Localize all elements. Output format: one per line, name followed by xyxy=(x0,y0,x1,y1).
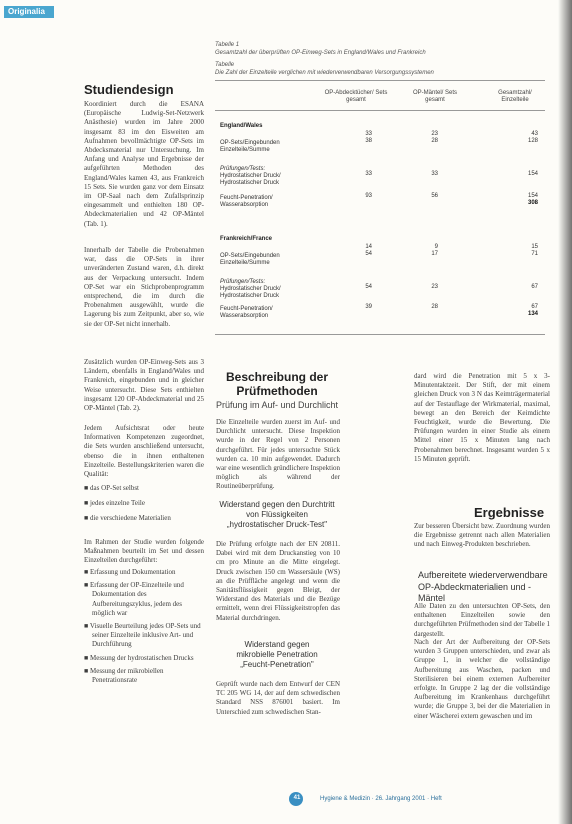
section-tag: Originalia xyxy=(4,6,54,18)
col3-paragraph-3: Alle Daten zu den untersuchten OP-Sets, den enthaltenen Einzelteilen sowie den durchgeführten Prüfmethoden sind der Tabelle 1 dargestellt. xyxy=(414,602,550,638)
table-row: OP-Sets/Eingebunden 33 23 43 xyxy=(220,131,538,146)
subheading-widerstand-2: von Flüssigkeiten xyxy=(246,510,308,519)
page-edge-shadow xyxy=(558,0,572,824)
table-caption-title: Gesamtzahl der überprüften OP-Einweg-Sets in England/Wales und Frankreich xyxy=(215,50,426,56)
table-row: Einzelteile/Summe 54 17 71 xyxy=(220,251,538,266)
heading-studiendesign: Studiendesign xyxy=(84,82,174,97)
col1-paragraph-1: Koordiniert durch die ESANA (Europäische Ludwig-Set-Netzwerk Anästhesie) wurden im Jahre 2000 insgesamt 83 im den Eisweiten am Aufnahmen bevollmächtigte OP-Sets im Abdecksmaterial nur Untersuchung. Im Anfang und Analyse und Ergebnisse der aufgeführten Methoden des England/Wales kamen 43, aus Frankreich 15 Sets. Sie wurden ganz vor dem Einsatz im OP-Saal nach dem Zufallsprinzip eingesammelt und enthielten 180 OP-Abdeckmaterialien und 42 OP-Mäntel (Tab. 1). xyxy=(84,100,204,228)
table-row: Einzelteile/Summe 38 28 128 xyxy=(220,138,538,153)
subheading-penetration-1: Widerstand gegen xyxy=(244,640,310,649)
list-item: ■ Erfassung und Dokumentation xyxy=(84,568,176,576)
table-caption-label-2: Tabelle xyxy=(215,62,235,68)
table-row-total: 308 xyxy=(527,200,538,206)
table-caption-label: Tabelle 1 xyxy=(215,42,240,48)
col2-paragraph-2: Die Prüfung erfolgte nach der EN 20811. Dabei wird mit dem Druckanstieg von 10 cm pro Minute an die Mitte eingelegt. Druck zwischen 150 cm Wassersäule (WS) an die Prüffläche angelegt und wenn die Sanitätsflüssigkeit gegen Bleigt, der Widerstand des Materials und die Bezüge ermittelt, wenn drei Flüssigkeitstropfen das Material durchdringen. xyxy=(216,540,340,622)
table-header-col-2: OP-Mäntel/ Sets gesamt xyxy=(412,90,457,103)
table-row: Hydrostatischer Druck 33 33 154 xyxy=(220,171,538,186)
subheading-penetration-3: „Feucht-Penetration" xyxy=(240,660,314,669)
list-item: ■ Messung der hydrostatischen Drucks xyxy=(84,653,194,662)
table-caption-subtitle: Die Zahl der Einzelteile verglichen mit wiederverwendbaren Versorgungssystemen xyxy=(215,70,434,76)
table-group-england xyxy=(220,131,540,207)
table-group-frankreich xyxy=(220,244,540,318)
subheading-widerstand-1: Widerstand gegen den Durchtritt xyxy=(219,500,335,509)
table-row: Hydrostatischer Druck/ xyxy=(220,173,281,179)
col3-paragraph-1: dard wird die Penetration mit 5 x 3-Minutentaktzeit. Der Stift, der mit einem gleichen Druck von 3 N das Keimträgermaterial auf der Testauflage der Wirkmaterial, maximal, bewegt an den Bereich der Keimdichte Feuchtigkeit, wurde die Bewertung. Die Prüfungen wurden in einer Studie als einem Mittel einer 15 x Minuten lang nach Probenahmen berechnet. Insgesamt wurden 5 x 15 Minuten geprüft. xyxy=(414,372,550,463)
table-header-col-3: Gesamtzahl/ Einzelteile xyxy=(498,90,532,103)
page-number: 41 xyxy=(293,795,301,801)
footer-journal: Hygiene & Medizin · 26. Jahrgang 2001 · Heft xyxy=(320,796,442,802)
list-item: ■ die verschiedene Materialien xyxy=(84,514,171,523)
table-group-title: Frankreich/France xyxy=(220,236,273,242)
subheading-widerstand-3: „hydrostatischer Druck-Test" xyxy=(226,520,328,529)
subheading-aufbereitete-2: OP-Abdeckmaterialien und -Mäntel xyxy=(418,582,532,603)
col3-paragraph-2: Zur besseren Übersicht bzw. Zuordnung wurden die Ergebnisse getrennt nach allen Materialien und nach Einweg-Produkten beschrieben. xyxy=(414,522,550,549)
table-row: Hydrostatischer Druck/ xyxy=(220,286,281,292)
col2-paragraph-3: Geprüft wurde nach dem Entwurf der CEN TC 205 WG 14, der auf dem schwedischen Standard NSS 876001 basiert. Im Unterschied zum schwedischen Stan- xyxy=(216,680,340,716)
subheading-aufbereitete-1: Aufbereitete wiederverwendbare xyxy=(418,570,548,580)
col1-paragraph-4: Jedem Aufsichtsrat oder heute Informativen Kompetenzen zugeordnet, die Sets wurden anschließend untersucht, ebenso die in ihnen enthaltenen Einzelteile. Bestellungskriterien waren die Qualität: xyxy=(84,424,204,479)
table-bottom-rule xyxy=(215,334,545,335)
subheading-penetration-2: mikrobielle Penetration xyxy=(236,650,318,659)
col1-bullet-list-1 xyxy=(84,484,204,524)
table-row: Prüfungen/Tests: xyxy=(220,279,266,285)
list-item: ■ Visuelle Beurteilung jedes OP-Sets und seiner Einzelteile inklusive Art- und Durchführung xyxy=(84,622,201,649)
table-row: Wasserabsorption 39 28 67 xyxy=(220,304,538,319)
list-item: ■ jedes einzelne Teile xyxy=(84,499,145,508)
col1-bullet-list-2 xyxy=(84,568,204,685)
table-row: Hydrostatischer Druck 54 23 67 xyxy=(220,284,538,299)
list-item: ■ Messung der mikrobiellen Penetrationsrate xyxy=(84,666,164,685)
heading-ergebnisse: Ergebnisse xyxy=(474,505,545,520)
col2-paragraph-1: Die Einzelteile wurden zuerst im Auf- und Durchlicht untersucht. Diese Inspektion wurde in der Regel von 2 Personen durchgeführt. Für jedes untersuchte Stück wurden ca. 10 min aufgewendet. Dadurch war eine wesentlich gründlichere Inspektion möglich als während der Routineüberprüfung. xyxy=(216,418,341,491)
table-row: Feucht-Penetration/ xyxy=(220,306,273,312)
table-row: OP-Sets/Eingebunden 14 9 15 xyxy=(220,244,538,259)
table-header-col-1: OP-Abdecktücher/ Sets gesamt xyxy=(324,90,388,103)
col1-paragraph-2: Innerhalb der Tabelle die Probenahmen war, dass die OP-Sets in ihrer unveränderten Zustand waren, d.h. direkt aus der Verpackung untersucht. Indem OP-Set war ein Stichprobenprogramm entsprechend, die im durch die Probenahmen ausgewählt, wurde die Lagerung bis zum Zeitpunkt, aber so, wie sie der OP-Set nicht innerhalb. xyxy=(84,246,204,328)
col1-paragraph-3: Zusätzlich wurden OP-Einweg-Sets aus 3 Ländern, ebenfalls in England/Wales und Frankreich, eingebunden und in gleicher Weise untersucht. Diese Sets enthielten insgesamt 120 OP-Abdeckmaterial und 25 OP-Mäntel (Tab. 2). xyxy=(84,358,204,413)
col3-paragraph-4: Nach der Art der Aufbereitung der OP-Sets wurden 3 Gruppen unterschieden, und zwar als Gruppe 1, in welcher die vollständige Aufbereitung aus Waschen, packen und Sterilisieren bei einem externen Aufbereiter erfolgte. In Gruppe 2 lag der die vollständige Aufbereitung im Krankenhaus durchgeführt wurde; die Gruppe 3, bei der die Materialien in einer Wäscherei extern gewaschen und im xyxy=(414,638,550,720)
list-item: ■ das OP-Set selbst xyxy=(84,484,139,492)
table-row: Prüfungen/Tests: xyxy=(220,166,266,172)
heading-beschreibung-1: Beschreibung der xyxy=(225,370,329,384)
table-header-rule xyxy=(215,110,545,111)
table-top-rule xyxy=(215,80,545,81)
list-item: ■ Erfassung der OP-Einzelteile und Dokumentation des Aufbereitungszyklus, jedem des möglich war xyxy=(84,581,184,617)
table-row-total: 134 xyxy=(527,311,538,317)
subtitle-auf-durchlicht: Prüfung im Auf- und Durchlicht xyxy=(215,400,339,410)
col1-paragraph-5: Im Rahmen der Studie wurden folgende Maßnahmen beurteilt im Set und dessen Einzelteilen durchgeführt: xyxy=(84,538,204,565)
heading-beschreibung-2: Prüfmethoden xyxy=(236,384,318,398)
table-row: Wasserabsorption 93 56 154 xyxy=(220,193,538,208)
table-group-title: England/Wales xyxy=(220,123,263,129)
table-row: Feucht-Penetration/ xyxy=(220,195,273,201)
